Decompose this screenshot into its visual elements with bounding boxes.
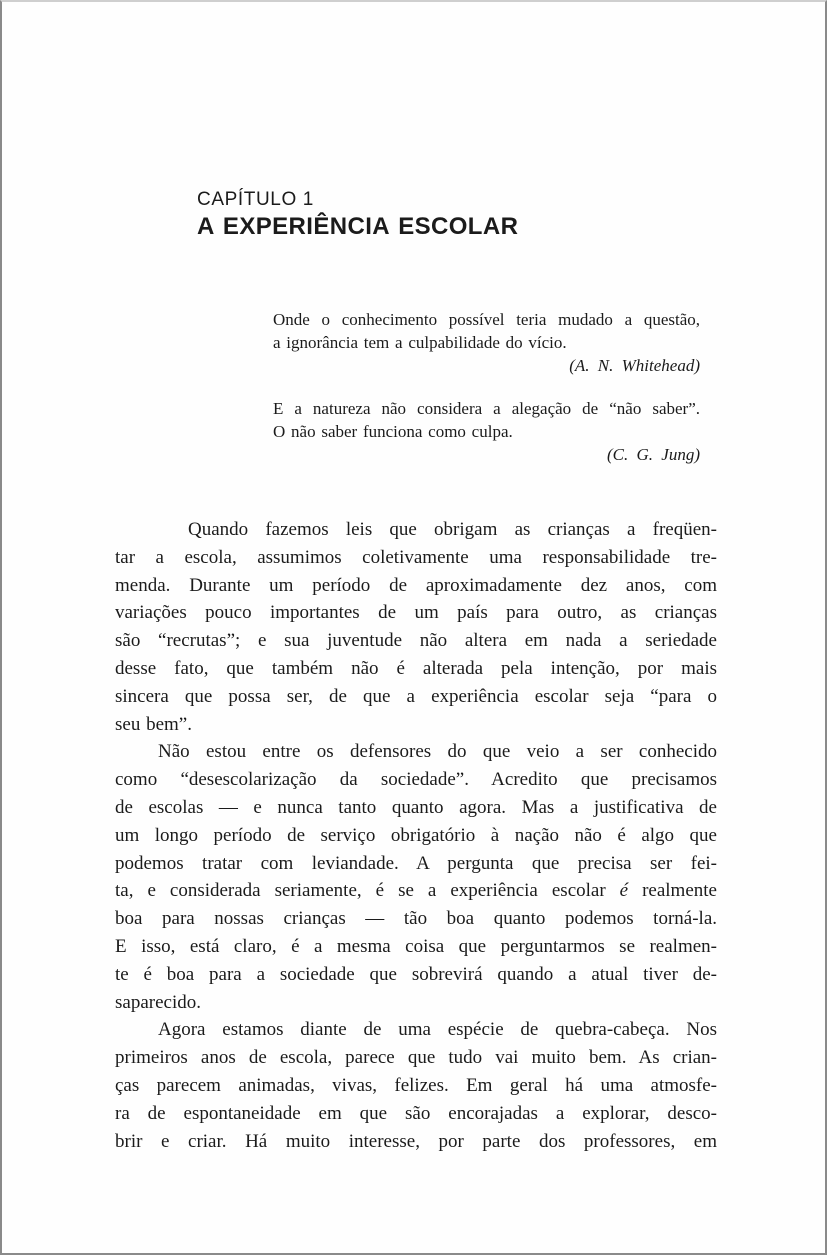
chapter-label: CAPÍTULO 1 xyxy=(197,189,314,210)
text-line: podemos tratar com leviandade. A pergunta que precisa ser fei- xyxy=(115,852,717,874)
text-line: saparecido. xyxy=(115,991,201,1013)
text-segment: realmente xyxy=(628,880,717,902)
text-line: boa para nossas crianças — tão boa quanto podemos torná-la. xyxy=(115,908,717,930)
text-line: Quando fazemos leis que obrigam as crianças a freqüen- xyxy=(188,519,717,540)
text-line: brir e criar. Há muito interesse, por parte dos professores, em xyxy=(115,1130,717,1152)
text-line: são “recrutas”; e sua juventude não altera em nada a seriedade xyxy=(115,630,717,652)
text-line: desse fato, que também não é alterada pela intenção, por mais xyxy=(115,657,717,679)
epigraph-attribution: (A. N. Whitehead) xyxy=(569,356,700,375)
epigraph xyxy=(273,397,700,466)
text-line: como “desescolarização da sociedade”. Acredito que precisamos xyxy=(115,769,717,791)
text-line: tar a escola, assumimos coletivamente uma responsabilidade tre- xyxy=(115,546,717,568)
text-line: sincera que possa ser, de que a experiência escolar seja “para o xyxy=(115,685,717,707)
text-line: te é boa para a sociedade que sobrevirá quando a atual tiver de- xyxy=(115,963,717,985)
text-line: de escolas — e nunca tanto quanto agora. Mas a justificativa de xyxy=(115,796,717,818)
text-segment: ta, e considerada seriamente, é se a experiência escolar xyxy=(115,880,620,902)
paragraph xyxy=(115,738,717,1016)
text-line: primeiros anos de escola, parece que tudo vai muito bem. As crian- xyxy=(115,1047,717,1069)
epigraph-line: O não saber funciona como culpa. xyxy=(273,422,513,441)
text-line: variações pouco importantes de um país para outro, as crianças xyxy=(115,602,717,624)
text-line: ças parecem animadas, vivas, felizes. Em geral há uma atmosfe- xyxy=(115,1074,717,1096)
epigraph-attribution: (C. G. Jung) xyxy=(607,445,700,464)
epigraph-section xyxy=(273,308,700,486)
epigraph-line: a ignorância tem a culpabilidade do vício. xyxy=(273,333,567,352)
paragraph xyxy=(115,1016,717,1155)
text-line: ra de espontaneidade em que são encorajadas a explorar, desco- xyxy=(115,1102,717,1124)
body-text xyxy=(115,516,717,1155)
epigraph xyxy=(273,308,700,377)
epigraph-line: Onde o conhecimento possível teria mudado a questão, xyxy=(273,310,700,329)
chapter-title: A EXPERIÊNCIA ESCOLAR xyxy=(197,213,519,240)
text-line: Não estou entre os defensores do que veio a ser conhecido xyxy=(158,741,717,763)
paragraph xyxy=(115,516,717,738)
text-line: um longo período de serviço obrigatório à nação não é algo que xyxy=(115,824,717,846)
epigraph-line: E a natureza não considera a alegação de “não saber”. xyxy=(273,399,700,418)
italic-word: é xyxy=(619,880,629,902)
chapter-heading xyxy=(197,188,518,242)
text-line: seu bem”. xyxy=(115,713,192,735)
text-line: E isso, está claro, é a mesma coisa que perguntarmos se realmen- xyxy=(115,935,717,957)
text-line: Agora estamos diante de uma espécie de quebra-cabeça. Nos xyxy=(158,1019,717,1041)
text-line: menda. Durante um período de aproximadamente dez anos, com xyxy=(115,574,717,596)
text-line xyxy=(115,877,717,905)
